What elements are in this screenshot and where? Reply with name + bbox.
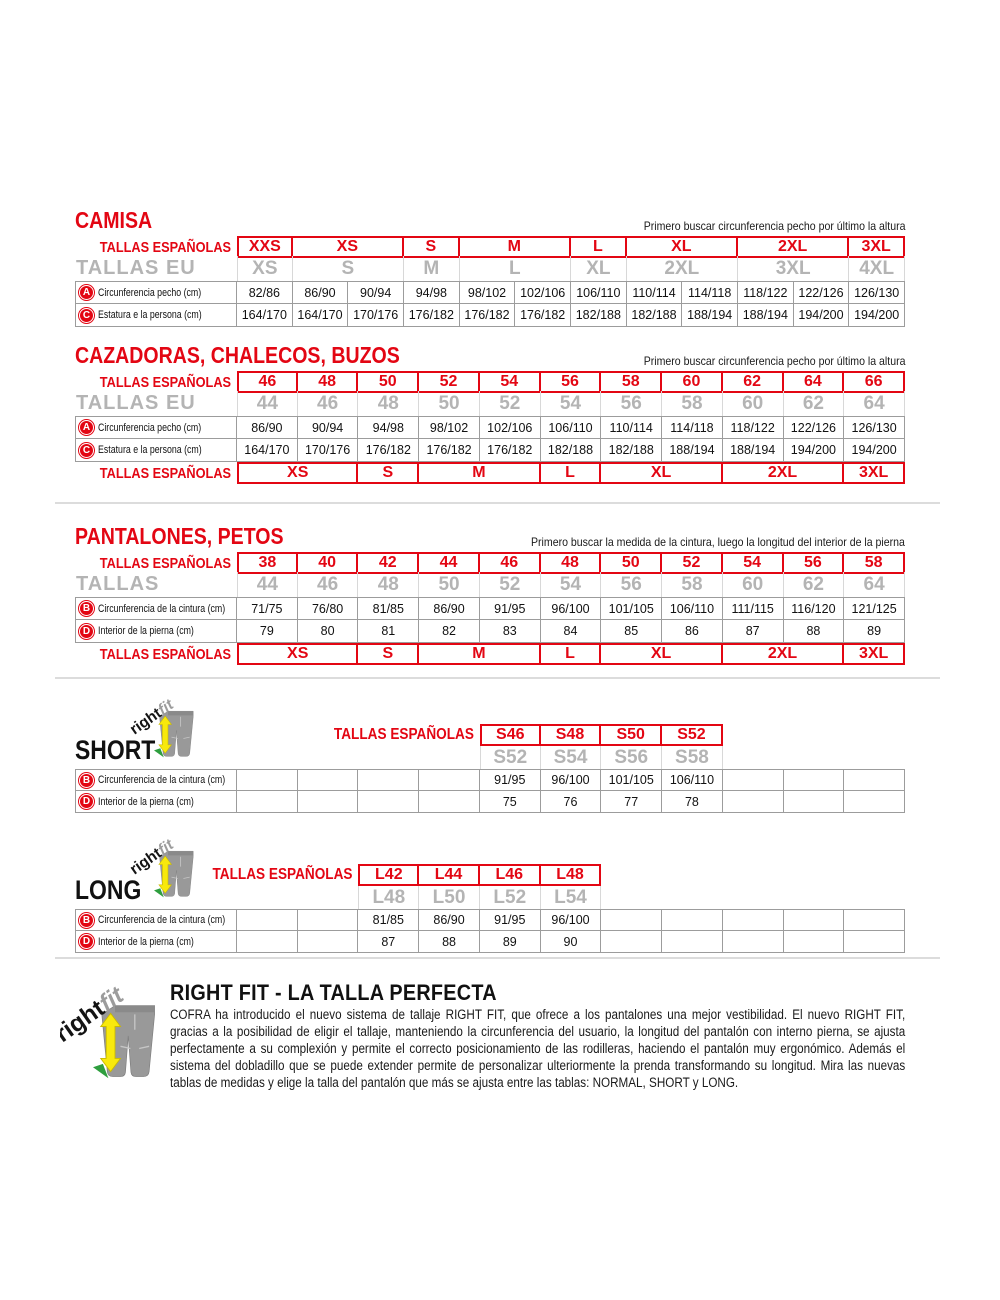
eu-size-cell: 44	[237, 572, 298, 597]
cazadoras-measure-row	[75, 439, 905, 462]
section-cazadoras	[75, 343, 905, 483]
c-badge: C	[79, 308, 94, 323]
value-cell: 76	[541, 791, 602, 813]
value-cell: 88	[784, 620, 845, 643]
value-cell: 102/106	[480, 416, 541, 439]
empty-cell	[784, 909, 845, 931]
value-cell: 106/110	[571, 281, 627, 304]
value-cell: 176/182	[358, 439, 419, 462]
rightfit-logo-large	[60, 972, 170, 1092]
value-cell: 121/125	[844, 597, 905, 620]
a-badge: A	[79, 285, 94, 300]
empty-cell	[784, 931, 845, 953]
camisa-note: Primero buscar circunferencia pecho por último la altura	[643, 219, 905, 233]
pantalones-spanish-sizes-row	[75, 552, 905, 572]
letter-size-cell: 3XL	[844, 462, 905, 484]
value-cell: 86/90	[237, 416, 298, 439]
eu-size-cell: 64	[844, 572, 905, 597]
spanish-size-cell: 40	[298, 552, 359, 574]
eu-size-cell: 50	[419, 572, 480, 597]
value-cell: 126/130	[844, 416, 905, 439]
value-cell: 80	[298, 620, 359, 643]
empty-cell	[419, 769, 480, 791]
d-badge: D	[79, 624, 94, 639]
cazadoras-letter-sizes-row	[75, 462, 905, 483]
value-cell: 122/126	[794, 281, 850, 304]
spanish-size-cell: 58	[844, 552, 905, 574]
pantalones-title: PANTALONES, PETOS	[75, 523, 284, 549]
value-cell: 96/100	[541, 597, 602, 620]
value-cell: 188/194	[682, 304, 738, 327]
alt-size-cell: S56	[601, 746, 662, 769]
pantalones-eu-sizes-row	[75, 572, 905, 597]
long-size-table	[75, 864, 905, 953]
eu-size-cell: 52	[480, 391, 541, 416]
cazadoras-note: Primero buscar circunferencia pecho por último la altura	[643, 354, 905, 368]
empty-cell	[844, 909, 905, 931]
short-size-table	[75, 724, 905, 813]
spanish-size-cell: 56	[784, 552, 845, 574]
short-measure-row	[75, 769, 905, 791]
value-cell: 91/95	[480, 597, 541, 620]
eu-size-cell: 2XL	[627, 256, 738, 281]
b-badge: B	[79, 913, 94, 928]
letter-size-cell: L	[541, 643, 602, 665]
value-cell: 176/182	[404, 304, 460, 327]
value-cell: 188/194	[662, 439, 723, 462]
camisa-measure-row	[75, 304, 905, 327]
empty-cell	[844, 791, 905, 813]
long-alt-sizes-row	[75, 886, 905, 909]
row-label-text: Circunferencia de la cintura (cm)	[98, 914, 226, 926]
spanish-size-cell: S48	[541, 724, 602, 746]
spanish-size-cell: 38	[237, 552, 298, 574]
value-cell: 188/194	[738, 304, 794, 327]
empty-cell	[784, 791, 845, 813]
value-cell: 94/98	[404, 281, 460, 304]
value-cell: 114/118	[682, 281, 738, 304]
spanish-size-cell: L42	[358, 864, 419, 886]
row-label-text: Circunferencia de la cintura (cm)	[98, 774, 226, 786]
value-cell: 182/188	[541, 439, 602, 462]
value-cell: 164/170	[293, 304, 349, 327]
b-badge: B	[79, 773, 94, 788]
d-badge: D	[79, 934, 94, 949]
row-label	[75, 931, 237, 953]
value-cell: 81/85	[358, 597, 419, 620]
value-cell: 83	[480, 620, 541, 643]
section-divider	[55, 677, 940, 679]
value-cell: 194/200	[849, 304, 905, 327]
spanish-size-cell: 58	[601, 371, 662, 393]
camisa-header	[75, 208, 905, 234]
row-label-text: Estatura e la persona (cm)	[98, 309, 202, 321]
alt-size-cell: L48	[358, 886, 419, 909]
value-cell: 86	[662, 620, 723, 643]
value-cell: 89	[480, 931, 541, 953]
cazadoras-title: CAZADORAS, CHALECOS, BUZOS	[75, 342, 400, 368]
value-cell: 118/122	[723, 416, 784, 439]
spanish-size-cell: S	[404, 236, 460, 258]
empty-cell	[844, 769, 905, 791]
empty-cell	[358, 769, 419, 791]
pantalones-measure-row	[75, 597, 905, 620]
eu-size-cell: 48	[358, 572, 419, 597]
value-cell: 89	[844, 620, 905, 643]
camisa-measure-row	[75, 281, 905, 304]
value-cell: 106/110	[662, 769, 723, 791]
letter-size-cell: XS	[237, 643, 358, 665]
empty-cell	[237, 931, 298, 953]
row-label-text: Interior de la pierna (cm)	[98, 795, 194, 808]
spanish-size-cell: 66	[844, 371, 905, 393]
value-cell: 194/200	[844, 439, 905, 462]
tallas-espanolas-label: TALLAS ESPAÑOLAS	[212, 866, 353, 883]
row-label	[75, 791, 237, 813]
value-cell: 86/90	[419, 909, 480, 931]
spanish-size-cell: 44	[419, 552, 480, 574]
empty-cell	[601, 909, 662, 931]
value-cell: 122/126	[784, 416, 845, 439]
spanish-size-cell: 48	[298, 371, 359, 393]
empty-cell	[298, 791, 359, 813]
value-cell: 110/114	[601, 416, 662, 439]
tallas-espanolas-label: TALLAS ESPAÑOLAS	[99, 464, 232, 482]
spanish-size-cell: 3XL	[849, 236, 905, 258]
letter-size-cell: L	[541, 462, 602, 484]
empty-cell	[298, 769, 359, 791]
row-label	[75, 281, 237, 304]
tallas-espanolas-label: TALLAS ESPAÑOLAS	[99, 373, 232, 391]
eu-size-cell: 3XL	[738, 256, 849, 281]
row-label-text: Estatura e la persona (cm)	[98, 444, 202, 456]
eu-size-cell: 4XL	[849, 256, 905, 281]
empty-cell	[723, 791, 784, 813]
spanish-size-cell: L	[571, 236, 627, 258]
pantalones-header	[75, 524, 905, 550]
value-cell: 79	[237, 620, 298, 643]
long-measure-row	[75, 909, 905, 931]
letter-size-cell: XL	[601, 643, 722, 665]
letter-size-cell: 2XL	[723, 643, 844, 665]
row-label-text: Interior de la pierna (cm)	[98, 935, 194, 948]
c-badge: C	[79, 443, 94, 458]
camisa-spanish-sizes-row	[75, 236, 905, 256]
value-cell: 98/102	[460, 281, 516, 304]
value-cell: 82	[419, 620, 480, 643]
empty-cell	[237, 909, 298, 931]
section-pantalones	[75, 524, 905, 664]
eu-size-cell: 50	[419, 391, 480, 416]
eu-size-cell: 62	[784, 391, 845, 416]
letter-size-cell: XS	[237, 462, 358, 484]
cazadoras-spanish-sizes-row	[75, 371, 905, 391]
value-cell: 176/182	[460, 304, 516, 327]
empty-cell	[237, 791, 298, 813]
short-measure-row	[75, 791, 905, 813]
empty-cell	[784, 769, 845, 791]
row-label-text: Interior de la pierna (cm)	[98, 625, 194, 637]
letter-size-cell: 3XL	[844, 643, 905, 665]
spanish-size-cell: 50	[358, 371, 419, 393]
pantalones-letter-sizes-row	[75, 643, 905, 664]
alt-size-cell: S58	[662, 746, 723, 769]
spanish-size-cell: L48	[541, 864, 602, 886]
spanish-size-cell: XS	[293, 236, 404, 258]
spanish-size-cell: 62	[723, 371, 784, 393]
pantalones-note: Primero buscar la medida de la cintura, luego la longitud del interior de la pierna	[531, 535, 905, 549]
section-rightfit-info	[0, 972, 1000, 1102]
value-cell: 188/194	[723, 439, 784, 462]
spanish-size-cell: L46	[480, 864, 541, 886]
value-cell: 91/95	[480, 769, 541, 791]
value-cell: 114/118	[662, 416, 723, 439]
value-cell: 182/188	[627, 304, 683, 327]
spanish-size-cell: 52	[419, 371, 480, 393]
value-cell: 176/182	[515, 304, 571, 327]
row-label-text: Circunferencia pecho (cm)	[98, 421, 202, 434]
value-cell: 176/182	[419, 439, 480, 462]
empty-cell	[358, 791, 419, 813]
spanish-size-cell: 46	[480, 552, 541, 574]
tallas-espanolas-label: TALLAS ESPAÑOLAS	[333, 726, 474, 743]
spanish-size-cell: 56	[541, 371, 602, 393]
value-cell: 110/114	[627, 281, 683, 304]
tallas-eu-label: TALLAS	[76, 573, 160, 595]
rightfit-heading: RIGHT FIT - LA TALLA PERFECTA	[170, 980, 497, 1005]
eu-size-cell: XS	[237, 256, 293, 281]
short-title: SHORT	[75, 735, 156, 765]
a-badge: A	[79, 420, 94, 435]
value-cell: 76/80	[298, 597, 359, 620]
eu-size-cell: 52	[480, 572, 541, 597]
value-cell: 71/75	[237, 597, 298, 620]
value-cell: 96/100	[541, 909, 602, 931]
camisa-eu-sizes-row	[75, 256, 905, 281]
empty-cell	[237, 769, 298, 791]
cazadoras-eu-sizes-row	[75, 391, 905, 416]
tallas-espanolas-label: TALLAS ESPAÑOLAS	[99, 554, 232, 572]
eu-size-cell: XL	[571, 256, 627, 281]
value-cell: 77	[601, 791, 662, 813]
eu-size-cell: 60	[723, 572, 784, 597]
b-badge: B	[79, 601, 94, 616]
value-cell: 96/100	[541, 769, 602, 791]
spanish-size-cell: 54	[723, 552, 784, 574]
value-cell: 126/130	[849, 281, 905, 304]
eu-size-cell: 58	[662, 391, 723, 416]
value-cell: 176/182	[480, 439, 541, 462]
section-short	[75, 693, 905, 818]
spanish-size-cell: L44	[419, 864, 480, 886]
value-cell: 170/176	[348, 304, 404, 327]
pantalones-size-table	[75, 552, 905, 664]
spanish-size-cell: 52	[662, 552, 723, 574]
value-cell: 98/102	[419, 416, 480, 439]
value-cell: 90/94	[298, 416, 359, 439]
eu-size-cell: 62	[784, 572, 845, 597]
alt-size-cell: L52	[480, 886, 541, 909]
spanish-size-cell: 42	[358, 552, 419, 574]
camisa-title: CAMISA	[75, 207, 153, 233]
spanish-size-cell: S52	[662, 724, 723, 746]
row-label	[75, 909, 237, 931]
empty-cell	[662, 931, 723, 953]
long-title: LONG	[75, 875, 142, 905]
letter-size-cell: 2XL	[723, 462, 844, 484]
value-cell: 118/122	[738, 281, 794, 304]
short-spanish-sizes-row	[75, 724, 905, 746]
value-cell: 194/200	[784, 439, 845, 462]
tallas-espanolas-label: TALLAS ESPAÑOLAS	[99, 238, 232, 256]
value-cell: 84	[541, 620, 602, 643]
rightfit-paragraph: COFRA ha introducido el nuevo sistema de tallaje RIGHT FIT, que ofrece a los pantalones una mejor vestibilidad. El nuevo RIGHT FIT, gracias a la posibilidad de eligir el tallaje, manteniendo la circunferencia del usuario, la longitud del pantalón con interno pierna, se ajusta perfectamente a su complexión y permite el correcto posicionamiento de las rodilleras, haciendo el pantalón muy ergonómico. Además el sistema del dobladillo que se puede extender permite de personalizar ulteriormente la prenda transformando su longitud. Mira las nuevas tablas de medidas y elige la talla del pantalón que más se ajusta entre las tablas: NORMAL, SHORT y LONG.	[170, 1007, 906, 1090]
value-cell: 116/120	[784, 597, 845, 620]
eu-size-cell: 44	[237, 391, 298, 416]
value-cell: 106/110	[662, 597, 723, 620]
eu-size-cell: L	[460, 256, 571, 281]
eu-size-cell: M	[404, 256, 460, 281]
section-divider	[55, 502, 940, 504]
eu-size-cell: 46	[298, 572, 359, 597]
spanish-size-cell: XL	[627, 236, 738, 258]
letter-size-cell: XL	[601, 462, 722, 484]
value-cell: 90/94	[348, 281, 404, 304]
row-label	[75, 304, 237, 327]
value-cell: 86/90	[419, 597, 480, 620]
empty-cell	[419, 791, 480, 813]
value-cell: 82/86	[237, 281, 293, 304]
spanish-size-cell: 48	[541, 552, 602, 574]
value-cell: 90	[541, 931, 602, 953]
eu-size-cell: 58	[662, 572, 723, 597]
value-cell: 164/170	[237, 304, 293, 327]
spanish-size-cell: S50	[601, 724, 662, 746]
spanish-size-cell: 46	[237, 371, 298, 393]
spanish-size-cell: 60	[662, 371, 723, 393]
letter-size-cell: S	[358, 462, 419, 484]
spanish-size-cell: 2XL	[738, 236, 849, 258]
value-cell: 94/98	[358, 416, 419, 439]
value-cell: 75	[480, 791, 541, 813]
value-cell: 194/200	[794, 304, 850, 327]
value-cell: 106/110	[541, 416, 602, 439]
tallas-eu-label: TALLAS EU	[76, 392, 196, 414]
value-cell: 78	[662, 791, 723, 813]
empty-cell	[844, 931, 905, 953]
section-long	[75, 833, 905, 958]
d-badge: D	[79, 794, 94, 809]
value-cell: 102/106	[515, 281, 571, 304]
empty-cell	[662, 909, 723, 931]
pantalones-measure-row	[75, 620, 905, 643]
alt-size-cell: L54	[541, 886, 602, 909]
empty-cell	[298, 931, 359, 953]
value-cell: 101/105	[601, 769, 662, 791]
empty-cell	[723, 931, 784, 953]
cazadoras-measure-row	[75, 416, 905, 439]
long-measure-row	[75, 931, 905, 953]
tallas-eu-label: TALLAS EU	[76, 257, 196, 279]
spanish-size-cell: S46	[480, 724, 541, 746]
spanish-size-cell: 50	[601, 552, 662, 574]
eu-size-cell: 56	[601, 391, 662, 416]
empty-cell	[723, 769, 784, 791]
eu-size-cell: 60	[723, 391, 784, 416]
section-divider	[55, 957, 940, 959]
eu-size-cell: S	[293, 256, 404, 281]
value-cell: 87	[723, 620, 784, 643]
value-cell: 85	[601, 620, 662, 643]
eu-size-cell: 64	[844, 391, 905, 416]
cazadoras-size-table	[75, 371, 905, 483]
value-cell: 170/176	[298, 439, 359, 462]
tallas-espanolas-label: TALLAS ESPAÑOLAS	[99, 645, 232, 663]
empty-cell	[601, 931, 662, 953]
value-cell: 81/85	[358, 909, 419, 931]
spanish-size-cell: XXS	[237, 236, 293, 258]
row-label	[75, 416, 237, 439]
camisa-size-table	[75, 236, 905, 327]
row-label	[75, 769, 237, 791]
value-cell: 164/170	[237, 439, 298, 462]
value-cell: 182/188	[571, 304, 627, 327]
letter-size-cell: M	[419, 643, 540, 665]
value-cell: 91/95	[480, 909, 541, 931]
alt-size-cell: L50	[419, 886, 480, 909]
alt-size-cell: S52	[480, 746, 541, 769]
value-cell: 81	[358, 620, 419, 643]
empty-cell	[298, 909, 359, 931]
row-label-text: Circunferencia de la cintura (cm)	[98, 602, 226, 615]
row-label-text: Circunferencia pecho (cm)	[98, 286, 202, 299]
spanish-size-cell: 64	[784, 371, 845, 393]
value-cell: 182/188	[601, 439, 662, 462]
spanish-size-cell: M	[460, 236, 571, 258]
row-label	[75, 620, 237, 643]
short-alt-sizes-row	[75, 746, 905, 769]
eu-size-cell: 56	[601, 572, 662, 597]
value-cell: 88	[419, 931, 480, 953]
letter-size-cell: M	[419, 462, 540, 484]
row-label	[75, 597, 237, 620]
value-cell: 86/90	[293, 281, 349, 304]
long-spanish-sizes-row	[75, 864, 905, 886]
eu-size-cell: 54	[541, 572, 602, 597]
row-label	[75, 439, 237, 462]
value-cell: 101/105	[601, 597, 662, 620]
eu-size-cell: 46	[298, 391, 359, 416]
value-cell: 111/115	[723, 597, 784, 620]
letter-size-cell: S	[358, 643, 419, 665]
empty-cell	[723, 909, 784, 931]
alt-size-cell: S54	[541, 746, 602, 769]
eu-size-cell: 48	[358, 391, 419, 416]
cazadoras-header	[75, 343, 905, 369]
eu-size-cell: 54	[541, 391, 602, 416]
section-camisa	[75, 208, 905, 327]
value-cell: 87	[358, 931, 419, 953]
spanish-size-cell: 54	[480, 371, 541, 393]
